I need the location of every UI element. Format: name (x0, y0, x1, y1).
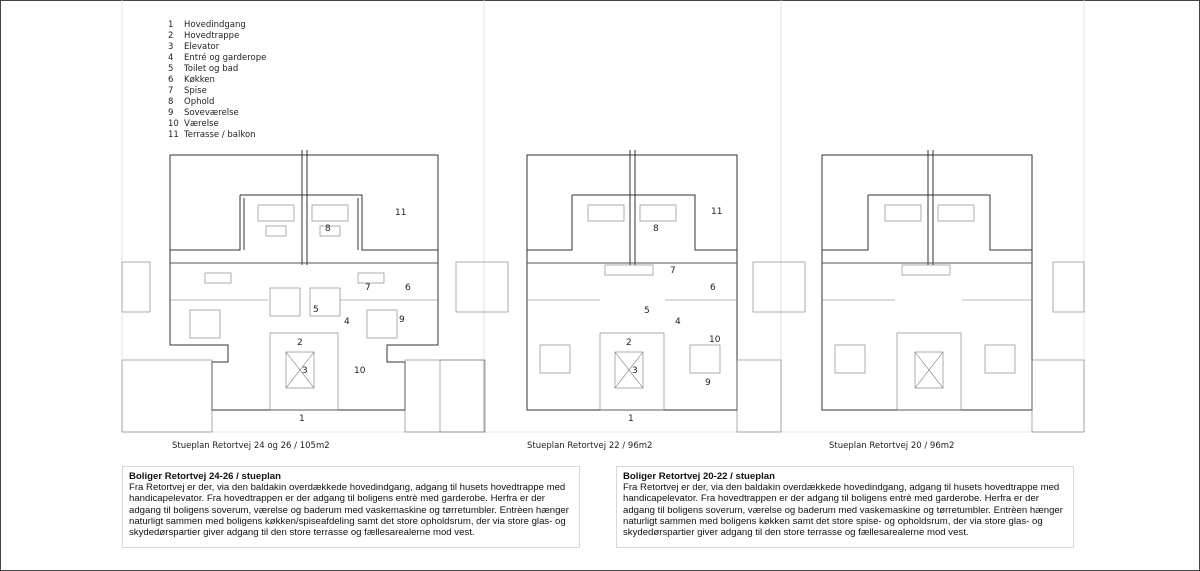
bed (367, 310, 397, 338)
legend-number: 6 (168, 75, 174, 85)
room-label: 7 (670, 266, 676, 276)
legend-item (168, 97, 266, 108)
bike-shed (456, 262, 508, 312)
room-label: 11 (711, 207, 723, 217)
description-body: Fra Retortvej er der, via den baldakin overdækkede hovedindgang, adgang til husets hovedtrappe med handicapelevator. Fra hovedtrappen er der adgang til boligens entrè med garderobe. Herfra er der adgang til boligens soverum, værelse og baderum med vaskemaskine og tørretumbler. Entrèen hænger naturligt sammen med boligens køkken/spiseafdeling samt det store opholdsrum, der via store glas- og skydedørspartier giver adgang til den store terrasse og fællesarealerne mod vest. (129, 482, 569, 539)
legend-label: Elevator (184, 42, 220, 52)
legend-label: Soveværelse (184, 108, 239, 118)
bike-shed (1053, 262, 1084, 312)
room-label: 4 (675, 317, 681, 327)
sofa (640, 205, 676, 221)
legend-item (168, 53, 266, 64)
bed (190, 310, 220, 338)
car-bay (737, 360, 781, 432)
room-label: 7 (365, 283, 371, 293)
description-body: Fra Retortvej er der, via den baldakin overdækkede hovedindgang, adgang til husets hovedtrappe med handicapelevator. Fra hovedtrappen er der adgang til boligens entrè med garderobe. Herfra er der adgang til boligens soverum, værelse og baderum med vaskemaskine og tørretumbler. Entrèen hænger naturligt sammen med boligens køkken samt det store spise- og opholdsrum, der via store glas- og skydedørspartier giver adgang til den store terrasse og fællesarealerne mod vest. (623, 482, 1063, 539)
plan-caption-b: Stueplan Retortvej 22 / 96m2 (527, 441, 653, 451)
dining-table (605, 265, 653, 275)
plan-a (122, 150, 485, 432)
legend-label: Hovedindgang (184, 20, 246, 30)
building-outline (822, 195, 1032, 410)
legend-label: Køkken (184, 75, 215, 85)
building-outline (170, 195, 438, 410)
legend-item (168, 119, 266, 130)
room-label: 2 (297, 338, 303, 348)
legend-number: 9 (168, 108, 174, 118)
legend-item (168, 31, 266, 42)
bike-shed (122, 262, 150, 312)
legend-item (168, 86, 266, 97)
bathroom (270, 288, 300, 316)
legend-number: 5 (168, 64, 174, 74)
plan-c (753, 150, 1084, 432)
room-label: 5 (313, 305, 319, 315)
room-label: 8 (653, 224, 659, 234)
car-bay (440, 360, 484, 432)
table (266, 226, 286, 236)
stair-core (897, 333, 961, 410)
room-label: 3 (632, 366, 638, 376)
dining-table (205, 273, 231, 283)
description-title: Boliger Retortvej 20-22 / stueplan (623, 471, 775, 482)
sofa (938, 205, 974, 221)
legend-label: Ophold (184, 97, 215, 107)
plan-b (440, 150, 781, 432)
sofa (312, 205, 348, 221)
room-label: 5 (644, 306, 650, 316)
room-label: 6 (710, 283, 716, 293)
description-right (616, 466, 1074, 548)
legend-label: Terrasse / balkon (184, 130, 256, 140)
room-label: 1 (299, 414, 305, 424)
bed (985, 345, 1015, 373)
description-title: Boliger Retortvej 24-26 / stueplan (129, 471, 281, 482)
bed (835, 345, 865, 373)
legend-number: 10 (168, 119, 179, 129)
legend-item (168, 42, 266, 53)
legend-item (168, 75, 266, 86)
legend-label: Værelse (184, 119, 219, 129)
legend-number: 1 (168, 20, 174, 30)
room-label: 9 (399, 315, 405, 325)
dining-table (358, 273, 384, 283)
room-label: 9 (705, 378, 711, 388)
bed (690, 345, 720, 373)
room-label: 8 (325, 224, 331, 234)
description-left (122, 466, 580, 548)
car-bay (1032, 360, 1084, 432)
legend-number: 2 (168, 31, 174, 41)
car-bay (405, 360, 485, 432)
legend-number: 8 (168, 97, 174, 107)
sofa (258, 205, 294, 221)
room-label: 10 (354, 366, 366, 376)
legend-label: Entré og garderope (184, 53, 267, 63)
bike-shed (753, 262, 805, 312)
bed (540, 345, 570, 373)
dining-table (902, 265, 950, 275)
terrace-outline (822, 155, 1032, 263)
plan-caption-c: Stueplan Retortvej 20 / 96m2 (829, 441, 955, 451)
legend-item (168, 64, 266, 75)
legend-number: 7 (168, 86, 174, 96)
legend-item (168, 108, 266, 119)
legend-label: Hovedtrappe (184, 31, 240, 41)
room-label: 11 (395, 208, 407, 218)
room-label: 1 (628, 414, 634, 424)
legend-number: 3 (168, 42, 174, 52)
legend-item (168, 130, 266, 141)
legend-label: Spise (184, 86, 207, 96)
room-label: 2 (626, 338, 632, 348)
legend-label: Toilet og bad (184, 64, 239, 74)
car-bay (122, 360, 212, 432)
legend-number: 4 (168, 53, 174, 63)
legend-item (168, 20, 266, 31)
terrace-outline (527, 155, 737, 263)
legend-number: 11 (168, 130, 179, 140)
sofa (588, 205, 624, 221)
room-label: 10 (709, 335, 721, 345)
plan-caption-a: Stueplan Retortvej 24 og 26 / 105m2 (172, 441, 330, 451)
room-label: 4 (344, 317, 350, 327)
sofa (885, 205, 921, 221)
room-label: 3 (302, 366, 308, 376)
room-label: 6 (405, 283, 411, 293)
room-legend (168, 20, 266, 141)
